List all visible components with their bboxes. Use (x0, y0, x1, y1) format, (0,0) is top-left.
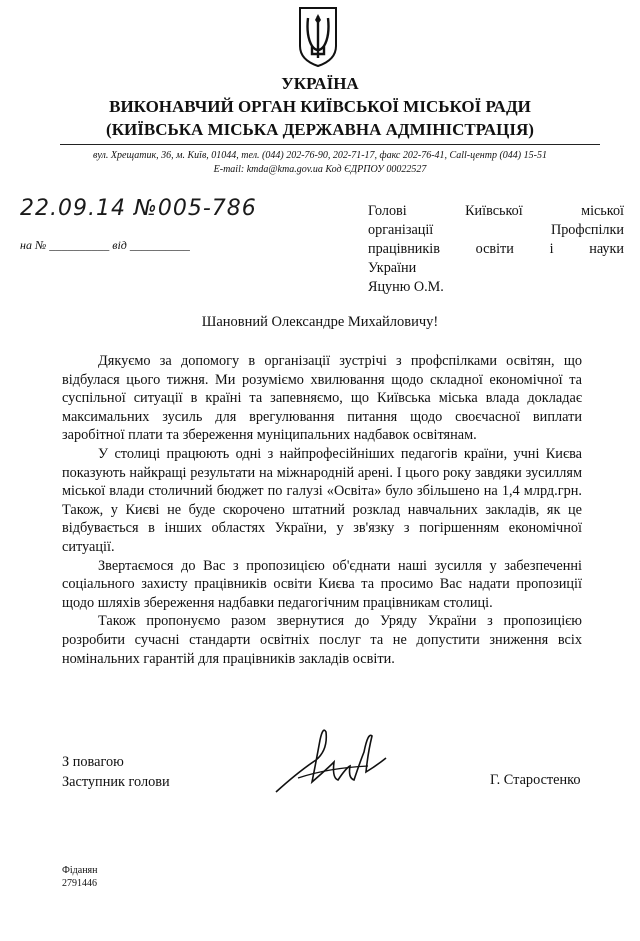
recipient-line: працівників освіти і науки (368, 241, 624, 257)
letterhead-address: вул. Хрещатик, 36, м. Київ, 01044, тел. (044) 202-76-90, 202-71-17, факс 202-76-41, Call-центр (044) 15-51 (93, 150, 547, 161)
signer-position: Заступник голови (62, 774, 170, 790)
recipient-line: Голові Київської міської (368, 203, 624, 219)
registration-number-handwritten: 22.09.14 №005-786 (20, 196, 257, 221)
letterhead-organization-subtitle: (КИЇВСЬКА МІСЬКА ДЕРЖАВНА АДМІНІСТРАЦІЯ) (106, 120, 534, 139)
executor-phone: 2791446 (62, 878, 97, 889)
reply-reference-line: на № __________ від __________ (20, 238, 190, 252)
body-paragraph: Звертаємося до Вас з пропозицією об'єднати наші зусилля у забезпеченні соціального захисту працівників освіти Києва та просимо Вас надати пропозиції щодо шляхів збереження надбавки педагогічним працівникам столиці. (62, 557, 582, 611)
recipient-block (368, 202, 624, 297)
closing-regards: З повагою (62, 754, 124, 770)
body-paragraph: У столиці працюють одні з найпрофесійніших педагогів країни, учні Києва показують найкращі результати на міжнародній арені. І цього року завдяки зусиллям міської влади столичний бюджет по галузі «Освіта» було збільшено на 1,4 млрд.грн. Також, у Києві не буде скорочено штатний розклад навчальних закладів, як це відбувається в інших областях України, у зв'язку з погіршенням економічної ситуації. (62, 445, 582, 555)
executor-name: Фіданян (62, 865, 98, 876)
letterhead-divider (60, 144, 600, 145)
letterhead-contacts: E-mail: kmda@kma.gov.ua Код ЄДРПОУ 00022527 (213, 164, 427, 175)
executor-block (62, 864, 98, 890)
recipient-line: України (368, 260, 417, 276)
body-paragraph: Також пропонуємо разом звернутися до Уряду України з пропозицією розробити сучасні стандарти освітніх послуг та не допустити зниження всіх номінальних гарантій для працівників закладів освіти. (62, 613, 582, 667)
letterhead-country: УКРАЇНА (281, 74, 359, 93)
recipient-name: Яцуню О.М. (368, 279, 444, 295)
closing-block (62, 752, 170, 792)
handwritten-signature (268, 722, 398, 800)
letterhead-organization: ВИКОНАВЧИЙ ОРГАН КИЇВСЬКОЇ МІСЬКОЇ РАДИ (109, 97, 531, 116)
recipient-line: організації Профспілки (368, 222, 624, 238)
salutation: Шановний Олександре Михайловичу! (201, 314, 439, 330)
trident-coat-of-arms-icon (298, 6, 338, 68)
letter-body (62, 352, 582, 668)
body-paragraph: Дякуємо за допомогу в організації зустрічі з профспілками освітян, що відбулася цього тижня. Ми розуміємо хвилювання щодо складної економічної та суспільної ситуації в країні та запевняємо, що Київська міська влада докладає максимальних зусиль для врегулювання питання щодо своєчасної виплати заробітної плати та збереження муніципальних надбавок освітянам. (62, 353, 582, 444)
signer-name: Г. Старостенко (490, 772, 581, 788)
